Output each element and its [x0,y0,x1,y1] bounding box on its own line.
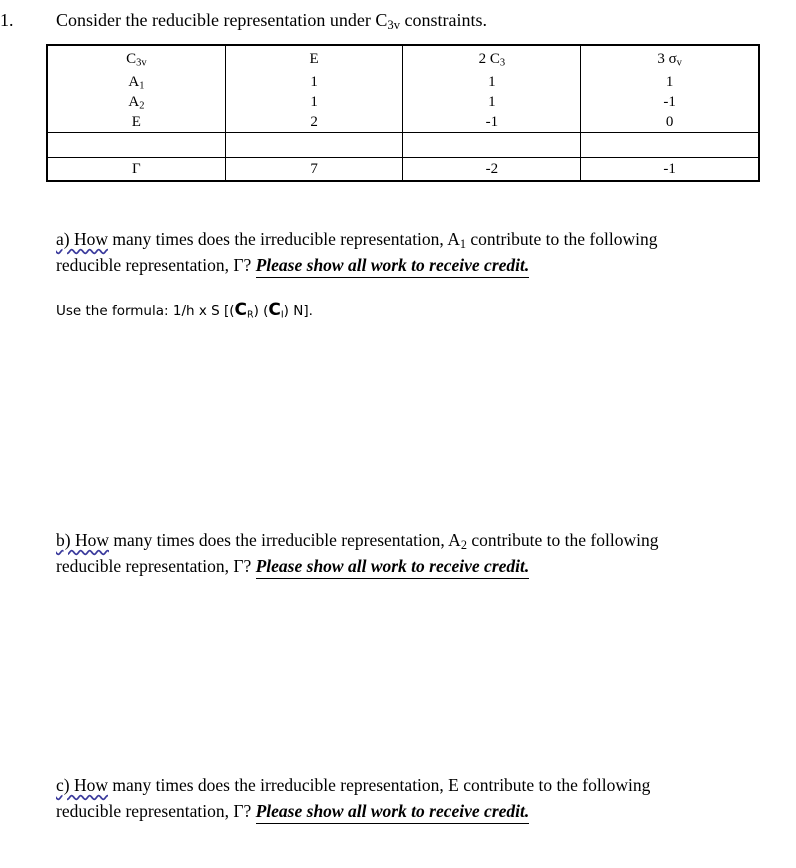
part-c: c) How many times does the irreducible representation, E contribute to the following reducible representation, Γ? Please show all work to receive credit. [56,772,650,824]
table-cell: 1 [403,72,581,92]
table-cell: -1 [403,112,581,133]
header-cell: E [225,45,403,72]
table-cell: Γ [47,158,225,182]
table-cell: 1 [581,72,759,92]
table-cell: $A_1$ [47,72,225,92]
table-cell: 7 [225,158,403,182]
table-row [47,112,759,133]
credit-note: Please show all work to receive credit. [256,255,530,278]
table-cell: 1 [225,72,403,92]
credit-note: Please show all work to receive credit. [256,556,530,579]
part-a: a) How many times does the irreducible representation, $A_1$ contribute to the following reducible representation, Γ? Please show all work to receive credit. [56,226,657,278]
gamma-row [47,158,759,182]
table-cell: $A_2$ [47,92,225,112]
table-cell: 2 [225,112,403,133]
part-label: b) How [56,530,109,550]
header-cell: $C_{3v}$ [47,45,225,72]
table-cell: -2 [403,158,581,182]
header-cell: 3 $\sigma_v$ [581,45,759,72]
table-cell: 0 [581,112,759,133]
part-b: b) How many times does the irreducible representation, $A_2$ contribute to the following reducible representation, Γ? Please show all work to receive credit. [56,527,658,579]
part-label: c) How [56,775,108,795]
table-cell: 1 [403,92,581,112]
table-empty-row [47,133,759,158]
table-cell [403,133,581,158]
table-cell: 1 [225,92,403,112]
formula-text: Use the formula: 1/h x S [$(C_R)$ $(C_I)$ N]. [56,300,313,321]
table-cell: -1 [581,92,759,112]
table-cell [581,133,759,158]
question-number: 1. [0,10,14,30]
table-cell [225,133,403,158]
character-table [46,44,760,182]
table-header-row [47,45,759,72]
header-cell: 2 $C_3$ [403,45,581,72]
table-row [47,92,759,112]
credit-note: Please show all work to receive credit. [256,801,530,824]
part-label: a) How [56,229,108,249]
question-title: Consider the reducible representation under $C_{3v}$ constraints. [56,10,487,33]
table-cell: E [47,112,225,133]
table-cell: -1 [581,158,759,182]
table-row [47,72,759,92]
table-cell [47,133,225,158]
